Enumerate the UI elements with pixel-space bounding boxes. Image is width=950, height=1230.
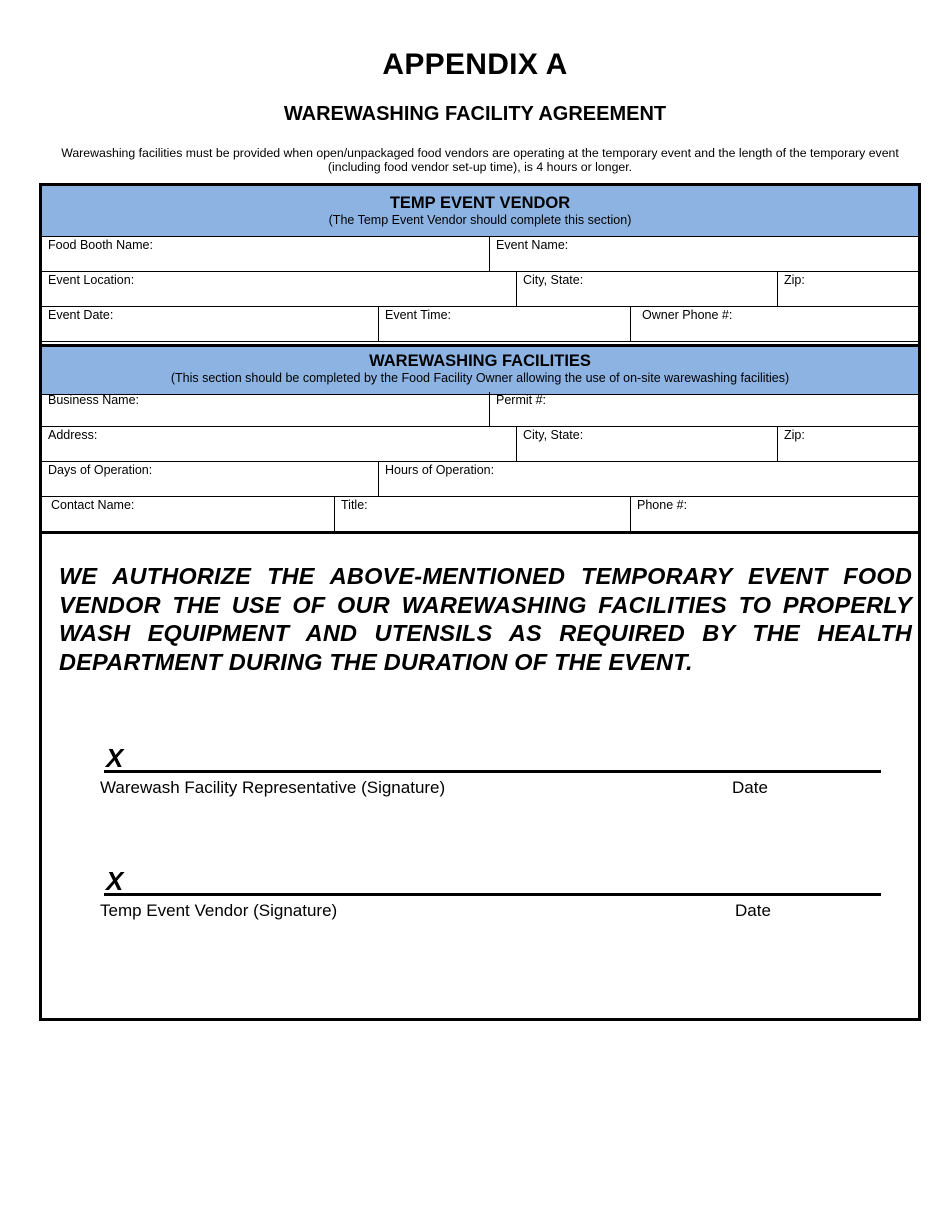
- phone-field[interactable]: [630, 497, 918, 531]
- vendor-section-header: [42, 186, 918, 237]
- permit-label: Permit #:: [496, 393, 547, 407]
- address-label: Address:: [48, 428, 98, 442]
- rep-date-label: Date: [732, 778, 768, 797]
- intro-line-1: Warewashing facilities must be provided when open/unpackaged food vendors are operating at the temporary event and the length of the temporary event: [61, 146, 899, 160]
- contact-name-field[interactable]: [42, 497, 334, 531]
- vendor-signature-mark: X: [106, 866, 124, 896]
- phone-label: Phone #:: [637, 498, 688, 512]
- event-time-label: Event Time:: [385, 308, 451, 322]
- days-of-operation-field[interactable]: [42, 462, 378, 496]
- vendor-row-2: [42, 272, 918, 307]
- title-label: Title:: [341, 498, 368, 512]
- intro-line-2: (including food vendor set-up time), is 4 hours or longer.: [327, 160, 633, 174]
- rep-signature-line[interactable]: [104, 770, 881, 773]
- event-location-label: Event Location:: [48, 273, 135, 287]
- owner-phone-field[interactable]: [630, 307, 918, 341]
- food-booth-name-field[interactable]: [42, 237, 489, 271]
- vendor-date-label: Date: [735, 901, 771, 920]
- vendor-zip-label: Zip:: [784, 273, 805, 287]
- warewash-city-state-label: City, State:: [523, 428, 584, 442]
- warewash-section-heading: WAREWASHING FACILITIES: [369, 352, 591, 370]
- business-name-field[interactable]: [42, 392, 489, 426]
- event-name-field[interactable]: [489, 237, 918, 271]
- warewash-section-header: [42, 344, 918, 395]
- warewash-row-1: [42, 392, 918, 427]
- vendor-section-subheading: (The Temp Event Vendor should complete this section): [328, 213, 632, 227]
- event-date-label: Event Date:: [48, 308, 114, 322]
- vendor-city-state-label: City, State:: [523, 273, 584, 287]
- vendor-city-state-field[interactable]: [516, 272, 777, 306]
- rep-signature-label: Warewash Facility Representative (Signature): [100, 778, 446, 797]
- warewash-city-state-field[interactable]: [516, 427, 777, 461]
- business-name-label: Business Name:: [48, 393, 140, 407]
- vendor-signature-label: Temp Event Vendor (Signature): [100, 901, 338, 920]
- address-field[interactable]: [42, 427, 516, 461]
- vendor-row-3: [42, 307, 918, 342]
- hours-of-operation-field[interactable]: [378, 462, 918, 496]
- event-location-field[interactable]: [42, 272, 516, 306]
- warewash-row-3: [42, 462, 918, 497]
- document-title: APPENDIX A: [382, 48, 568, 81]
- warewash-row-4: [42, 497, 918, 534]
- authorization-statement: WE AUTHORIZE THE ABOVE-MENTIONED TEMPORARY EVENT FOOD VENDOR THE USE OF OUR WAREWASHING FACILITIES TO PROPERLY WASH EQUIPMENT AND UTENSILS AS REQUIRED BY THE HEALTH DEPARTMENT DURING THE DURATION OF THE EVENT.: [59, 563, 912, 675]
- event-name-label: Event Name:: [496, 238, 569, 252]
- vendor-zip-field[interactable]: [777, 272, 918, 306]
- vendor-row-1: [42, 237, 918, 272]
- contact-name-label: Contact Name:: [51, 498, 135, 512]
- document-subtitle: WAREWASHING FACILITY AGREEMENT: [283, 103, 667, 125]
- owner-phone-label: Owner Phone #:: [642, 308, 733, 322]
- title-field[interactable]: [334, 497, 630, 531]
- vendor-signature-line[interactable]: [104, 893, 881, 896]
- hours-of-operation-label: Hours of Operation:: [385, 463, 495, 477]
- warewash-section-subheading: (This section should be completed by the Food Facility Owner allowing the use of on-site warewashing facilities): [170, 371, 790, 385]
- agreement-form: [39, 183, 921, 1021]
- warewash-row-2: [42, 427, 918, 462]
- days-of-operation-label: Days of Operation:: [48, 463, 153, 477]
- rep-signature-mark: X: [106, 743, 124, 773]
- intro-text: [50, 146, 910, 174]
- vendor-section-heading: TEMP EVENT VENDOR: [389, 194, 571, 212]
- event-time-field[interactable]: [378, 307, 630, 341]
- warewash-zip-label: Zip:: [784, 428, 805, 442]
- food-booth-name-label: Food Booth Name:: [48, 238, 153, 252]
- event-date-field[interactable]: [42, 307, 378, 341]
- permit-field[interactable]: [489, 392, 918, 426]
- warewash-zip-field[interactable]: [777, 427, 918, 461]
